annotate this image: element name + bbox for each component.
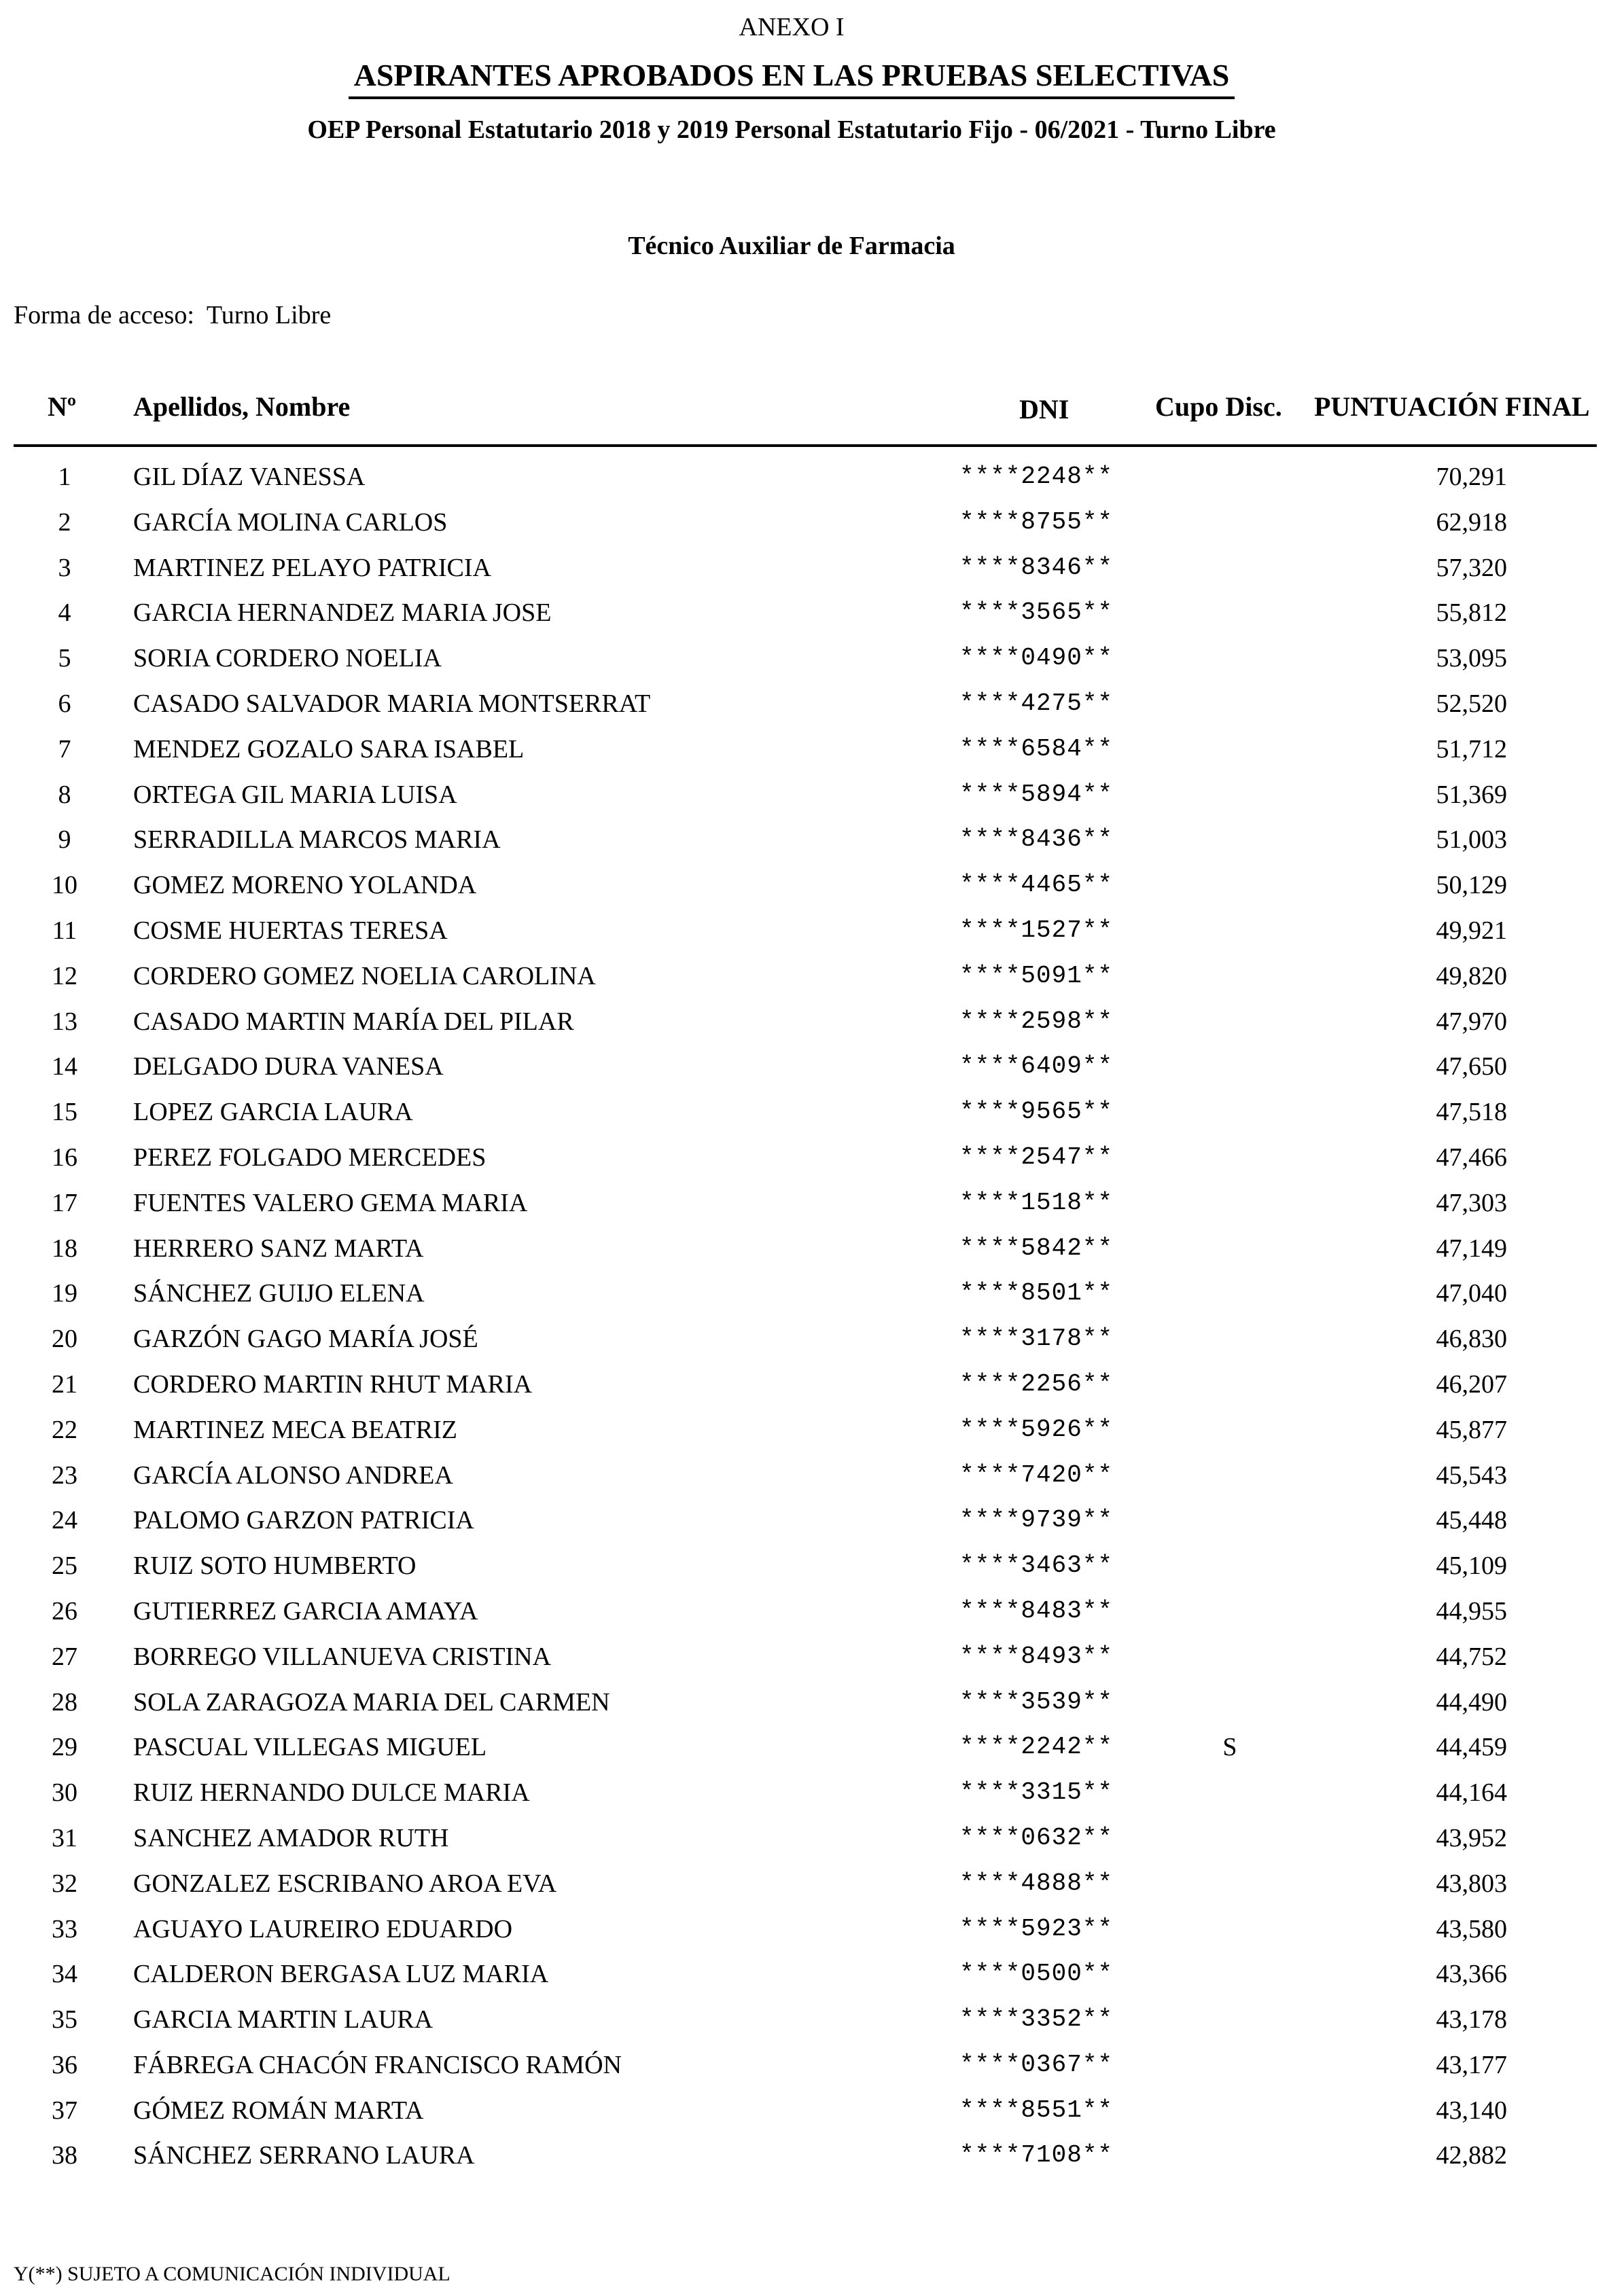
cell-num: 28 bbox=[52, 1687, 77, 1717]
cell-num: 10 bbox=[52, 871, 77, 900]
cell-dni: ****3178** bbox=[959, 1325, 1114, 1353]
table-row bbox=[0, 598, 1609, 643]
cell-score: 47,518 bbox=[1436, 1098, 1507, 1127]
category-title: Técnico Auxiliar de Farmacia bbox=[628, 232, 955, 260]
cell-num: 15 bbox=[52, 1098, 77, 1127]
column-header-name: Apellidos, Nombre bbox=[133, 391, 351, 422]
table-row bbox=[0, 1369, 1609, 1415]
cell-dni: ****3463** bbox=[959, 1551, 1114, 1580]
cell-name: CORDERO MARTIN RHUT MARIA bbox=[133, 1369, 533, 1399]
cell-dni: ****4888** bbox=[959, 1869, 1114, 1897]
cell-dni: ****0490** bbox=[959, 644, 1114, 672]
cell-name: GUTIERREZ GARCIA AMAYA bbox=[133, 1596, 478, 1626]
table-row bbox=[0, 825, 1609, 870]
cell-num: 4 bbox=[58, 598, 71, 628]
cell-dni: ****5091** bbox=[959, 961, 1114, 990]
cell-score: 46,207 bbox=[1436, 1369, 1507, 1399]
cell-name: GARCÍA MOLINA CARLOS bbox=[133, 507, 448, 537]
cell-cupo: S bbox=[1222, 1733, 1237, 1762]
cell-num: 30 bbox=[52, 1778, 77, 1808]
cell-dni: ****4465** bbox=[959, 871, 1114, 899]
table-row bbox=[0, 1097, 1609, 1143]
cell-num: 21 bbox=[52, 1369, 77, 1399]
table-row bbox=[0, 1460, 1609, 1506]
cell-num: 12 bbox=[52, 961, 77, 990]
table-row bbox=[0, 1052, 1609, 1097]
cell-score: 55,812 bbox=[1436, 598, 1507, 628]
cell-dni: ****8755** bbox=[959, 507, 1114, 536]
cell-name: COSME HUERTAS TERESA bbox=[133, 916, 448, 945]
table-row bbox=[0, 2050, 1609, 2096]
cell-score: 51,003 bbox=[1436, 825, 1507, 855]
cell-name: FUENTES VALERO GEMA MARIA bbox=[133, 1188, 528, 1217]
table-row bbox=[0, 1596, 1609, 1642]
cell-num: 7 bbox=[58, 734, 71, 764]
cell-num: 25 bbox=[52, 1551, 77, 1581]
cell-num: 23 bbox=[52, 1460, 77, 1490]
cell-score: 44,490 bbox=[1436, 1687, 1507, 1717]
cell-name: SÁNCHEZ SERRANO LAURA bbox=[133, 2141, 475, 2170]
table-row bbox=[0, 1732, 1609, 1778]
cell-dni: ****3539** bbox=[959, 1687, 1114, 1716]
cell-num: 35 bbox=[52, 2005, 77, 2034]
cell-dni: ****3352** bbox=[959, 2005, 1114, 2034]
cell-dni: ****2256** bbox=[959, 1369, 1114, 1398]
cell-num: 31 bbox=[52, 1823, 77, 1852]
cell-score: 47,303 bbox=[1436, 1188, 1507, 1217]
cell-score: 47,466 bbox=[1436, 1143, 1507, 1172]
cell-dni: ****7420** bbox=[959, 1460, 1114, 1489]
column-header-cupo: Cupo Disc. bbox=[1155, 391, 1282, 422]
cell-name: MARTINEZ PELAYO PATRICIA bbox=[133, 553, 491, 582]
cell-name: MENDEZ GOZALO SARA ISABEL bbox=[133, 734, 525, 764]
cell-num: 29 bbox=[52, 1733, 77, 1762]
cell-score: 44,955 bbox=[1436, 1596, 1507, 1626]
cell-name: RUIZ HERNANDO DULCE MARIA bbox=[133, 1778, 530, 1808]
column-header-num: Nº bbox=[48, 391, 77, 422]
cell-name: SERRADILLA MARCOS MARIA bbox=[133, 825, 501, 855]
cell-name: DELGADO DURA VANESA bbox=[133, 1052, 444, 1081]
cell-name: CASADO MARTIN MARÍA DEL PILAR bbox=[133, 1007, 574, 1036]
cell-score: 43,952 bbox=[1436, 1823, 1507, 1852]
table-row bbox=[0, 553, 1609, 598]
cell-dni: ****5923** bbox=[959, 1914, 1114, 1943]
cell-dni: ****6409** bbox=[959, 1052, 1114, 1081]
page-title bbox=[0, 57, 1583, 99]
access-form bbox=[14, 300, 331, 330]
cell-name: PASCUAL VILLEGAS MIGUEL bbox=[133, 1733, 487, 1762]
table-row bbox=[0, 1143, 1609, 1188]
cell-score: 47,650 bbox=[1436, 1052, 1507, 1081]
cell-dni: ****2242** bbox=[959, 1733, 1114, 1761]
cell-score: 49,820 bbox=[1436, 961, 1507, 990]
cell-name: RUIZ SOTO HUMBERTO bbox=[133, 1551, 417, 1581]
cell-score: 45,877 bbox=[1436, 1415, 1507, 1444]
cell-num: 37 bbox=[52, 2096, 77, 2125]
cell-score: 53,095 bbox=[1436, 644, 1507, 673]
cell-name: GARCIA MARTIN LAURA bbox=[133, 2005, 434, 2034]
cell-score: 46,830 bbox=[1436, 1325, 1507, 1354]
cell-num: 8 bbox=[58, 780, 71, 809]
cell-name: GIL DÍAZ VANESSA bbox=[133, 463, 366, 491]
table-row bbox=[0, 1778, 1609, 1823]
table-row bbox=[0, 1642, 1609, 1687]
table-row bbox=[0, 1007, 1609, 1052]
cell-num: 22 bbox=[52, 1415, 77, 1444]
table-row bbox=[0, 916, 1609, 961]
cell-score: 42,882 bbox=[1436, 2141, 1507, 2170]
cell-num: 3 bbox=[58, 553, 71, 582]
cell-dni: ****9739** bbox=[959, 1506, 1114, 1535]
table-row bbox=[0, 961, 1609, 1007]
cell-num: 16 bbox=[52, 1143, 77, 1172]
table-row bbox=[0, 1959, 1609, 2005]
cell-name: LOPEZ GARCIA LAURA bbox=[133, 1098, 413, 1127]
table-row bbox=[0, 1869, 1609, 1914]
cell-num: 20 bbox=[52, 1325, 77, 1354]
cell-dni: ****8501** bbox=[959, 1279, 1114, 1308]
annex-label: ANEXO I bbox=[739, 13, 845, 41]
column-header-dni: DNI bbox=[1019, 394, 1069, 425]
cell-dni: ****8551** bbox=[959, 2096, 1114, 2124]
cell-num: 27 bbox=[52, 1642, 77, 1671]
cell-num: 34 bbox=[52, 1960, 77, 1989]
table-row bbox=[0, 1415, 1609, 1460]
table-row bbox=[0, 1505, 1609, 1551]
table-row bbox=[0, 507, 1609, 553]
cell-score: 43,803 bbox=[1436, 1869, 1507, 1898]
table-row bbox=[0, 1188, 1609, 1234]
cell-dni: ****5842** bbox=[959, 1234, 1114, 1262]
cell-num: 33 bbox=[52, 1914, 77, 1943]
cell-score: 47,149 bbox=[1436, 1234, 1507, 1263]
cell-name: SOLA ZARAGOZA MARIA DEL CARMEN bbox=[133, 1687, 610, 1717]
cell-dni: ****8493** bbox=[959, 1642, 1114, 1670]
cell-score: 43,177 bbox=[1436, 2050, 1507, 2079]
cell-num: 1 bbox=[58, 463, 71, 491]
cell-dni: ****2598** bbox=[959, 1007, 1114, 1035]
table-row bbox=[0, 734, 1609, 780]
cell-name: CORDERO GOMEZ NOELIA CAROLINA bbox=[133, 961, 596, 990]
table-row bbox=[0, 1914, 1609, 1960]
cell-score: 50,129 bbox=[1436, 871, 1507, 900]
cell-num: 19 bbox=[52, 1279, 77, 1308]
cell-dni: ****8436** bbox=[959, 825, 1114, 854]
cell-num: 24 bbox=[52, 1506, 77, 1535]
table-row bbox=[0, 1551, 1609, 1596]
cell-dni: ****7108** bbox=[959, 2141, 1114, 2170]
cell-name: GÓMEZ ROMÁN MARTA bbox=[133, 2096, 424, 2125]
cell-dni: ****8483** bbox=[959, 1596, 1114, 1625]
cell-name: GARCIA HERNANDEZ MARIA JOSE bbox=[133, 598, 552, 628]
cell-score: 62,918 bbox=[1436, 507, 1507, 537]
cell-num: 17 bbox=[52, 1188, 77, 1217]
cell-dni: ****0632** bbox=[959, 1823, 1114, 1852]
table-row bbox=[0, 689, 1609, 734]
cell-dni: ****5894** bbox=[959, 780, 1114, 808]
cell-num: 6 bbox=[58, 689, 71, 718]
cell-num: 36 bbox=[52, 2050, 77, 2079]
cell-name: PEREZ FOLGADO MERCEDES bbox=[133, 1143, 487, 1172]
cell-score: 44,164 bbox=[1436, 1778, 1507, 1808]
cell-score: 43,580 bbox=[1436, 1914, 1507, 1943]
table-row bbox=[0, 1687, 1609, 1733]
cell-dni: ****6584** bbox=[959, 734, 1114, 763]
cell-num: 9 bbox=[58, 825, 71, 855]
table-row bbox=[0, 1823, 1609, 1869]
cell-dni: ****3565** bbox=[959, 598, 1114, 627]
cell-dni: ****1527** bbox=[959, 916, 1114, 944]
cell-score: 45,109 bbox=[1436, 1551, 1507, 1581]
table-row bbox=[0, 1278, 1609, 1324]
cell-num: 5 bbox=[58, 644, 71, 673]
access-label: Forma de acceso: bbox=[14, 301, 194, 329]
footnote: Y(**) SUJETO A COMUNICACIÓN INDIVIDUAL bbox=[14, 2263, 450, 2285]
page-title-text: ASPIRANTES APROBADOS EN LAS PRUEBAS SELECTIVAS bbox=[349, 57, 1235, 99]
cell-name: HERRERO SANZ MARTA bbox=[133, 1234, 424, 1263]
cell-num: 11 bbox=[52, 916, 77, 945]
cell-name: FÁBREGA CHACÓN FRANCISCO RAMÓN bbox=[133, 2050, 622, 2079]
table-row bbox=[0, 462, 1609, 507]
cell-name: GONZALEZ ESCRIBANO AROA EVA bbox=[133, 1869, 557, 1898]
cell-name: GOMEZ MORENO YOLANDA bbox=[133, 871, 477, 900]
cell-score: 43,178 bbox=[1436, 2005, 1507, 2034]
table-row bbox=[0, 643, 1609, 689]
cell-name: ORTEGA GIL MARIA LUISA bbox=[133, 780, 457, 809]
table-row bbox=[0, 1324, 1609, 1369]
cell-score: 47,970 bbox=[1436, 1007, 1507, 1036]
cell-score: 44,752 bbox=[1436, 1642, 1507, 1671]
cell-dni: ****4275** bbox=[959, 689, 1114, 717]
cell-name: GARCÍA ALONSO ANDREA bbox=[133, 1460, 453, 1490]
cell-score: 44,459 bbox=[1436, 1733, 1507, 1762]
cell-num: 26 bbox=[52, 1596, 77, 1626]
cell-num: 32 bbox=[52, 1869, 77, 1898]
cell-dni: ****3315** bbox=[959, 1778, 1114, 1807]
cell-name: GARZÓN GAGO MARÍA JOSÉ bbox=[133, 1325, 478, 1354]
table-row bbox=[0, 780, 1609, 825]
cell-name: SORIA CORDERO NOELIA bbox=[133, 644, 442, 673]
cell-score: 47,040 bbox=[1436, 1279, 1507, 1308]
table-row bbox=[0, 2005, 1609, 2050]
cell-score: 70,291 bbox=[1436, 463, 1507, 491]
cell-score: 57,320 bbox=[1436, 553, 1507, 582]
cell-name: BORREGO VILLANUEVA CRISTINA bbox=[133, 1642, 552, 1671]
column-header-score: PUNTUACIÓN FINAL bbox=[1314, 391, 1590, 422]
cell-score: 51,369 bbox=[1436, 780, 1507, 809]
header-divider bbox=[14, 444, 1597, 447]
cell-name: PALOMO GARZON PATRICIA bbox=[133, 1506, 474, 1535]
page-subtitle: OEP Personal Estatutario 2018 y 2019 Personal Estatutario Fijo - 06/2021 - Turno Libre bbox=[307, 115, 1276, 144]
cell-score: 51,712 bbox=[1436, 734, 1507, 764]
table-row bbox=[0, 1234, 1609, 1279]
cell-dni: ****2547** bbox=[959, 1143, 1114, 1171]
cell-name: MARTINEZ MECA BEATRIZ bbox=[133, 1415, 457, 1444]
cell-dni: ****9565** bbox=[959, 1098, 1114, 1126]
cell-num: 18 bbox=[52, 1234, 77, 1263]
cell-score: 45,448 bbox=[1436, 1506, 1507, 1535]
cell-num: 38 bbox=[52, 2141, 77, 2170]
cell-score: 52,520 bbox=[1436, 689, 1507, 718]
table-row bbox=[0, 870, 1609, 916]
cell-num: 2 bbox=[58, 507, 71, 537]
cell-score: 45,543 bbox=[1436, 1460, 1507, 1490]
results-table-body bbox=[0, 462, 1609, 2186]
cell-name: SANCHEZ AMADOR RUTH bbox=[133, 1823, 449, 1852]
cell-name: CASADO SALVADOR MARIA MONTSERRAT bbox=[133, 689, 651, 718]
cell-dni: ****2248** bbox=[959, 463, 1114, 490]
cell-score: 43,366 bbox=[1436, 1960, 1507, 1989]
cell-name: SÁNCHEZ GUIJO ELENA bbox=[133, 1279, 425, 1308]
cell-dni: ****0367** bbox=[959, 2050, 1114, 2079]
cell-num: 14 bbox=[52, 1052, 77, 1081]
access-value: Turno Libre bbox=[206, 301, 332, 329]
cell-name: CALDERON BERGASA LUZ MARIA bbox=[133, 1960, 549, 1989]
cell-dni: ****1518** bbox=[959, 1188, 1114, 1217]
cell-dni: ****8346** bbox=[959, 553, 1114, 581]
cell-dni: ****5926** bbox=[959, 1415, 1114, 1443]
table-row bbox=[0, 2140, 1609, 2186]
table-row bbox=[0, 2096, 1609, 2141]
cell-num: 13 bbox=[52, 1007, 77, 1036]
cell-name: AGUAYO LAUREIRO EDUARDO bbox=[133, 1914, 513, 1943]
cell-score: 49,921 bbox=[1436, 916, 1507, 945]
cell-dni: ****0500** bbox=[959, 1960, 1114, 1988]
cell-score: 43,140 bbox=[1436, 2096, 1507, 2125]
